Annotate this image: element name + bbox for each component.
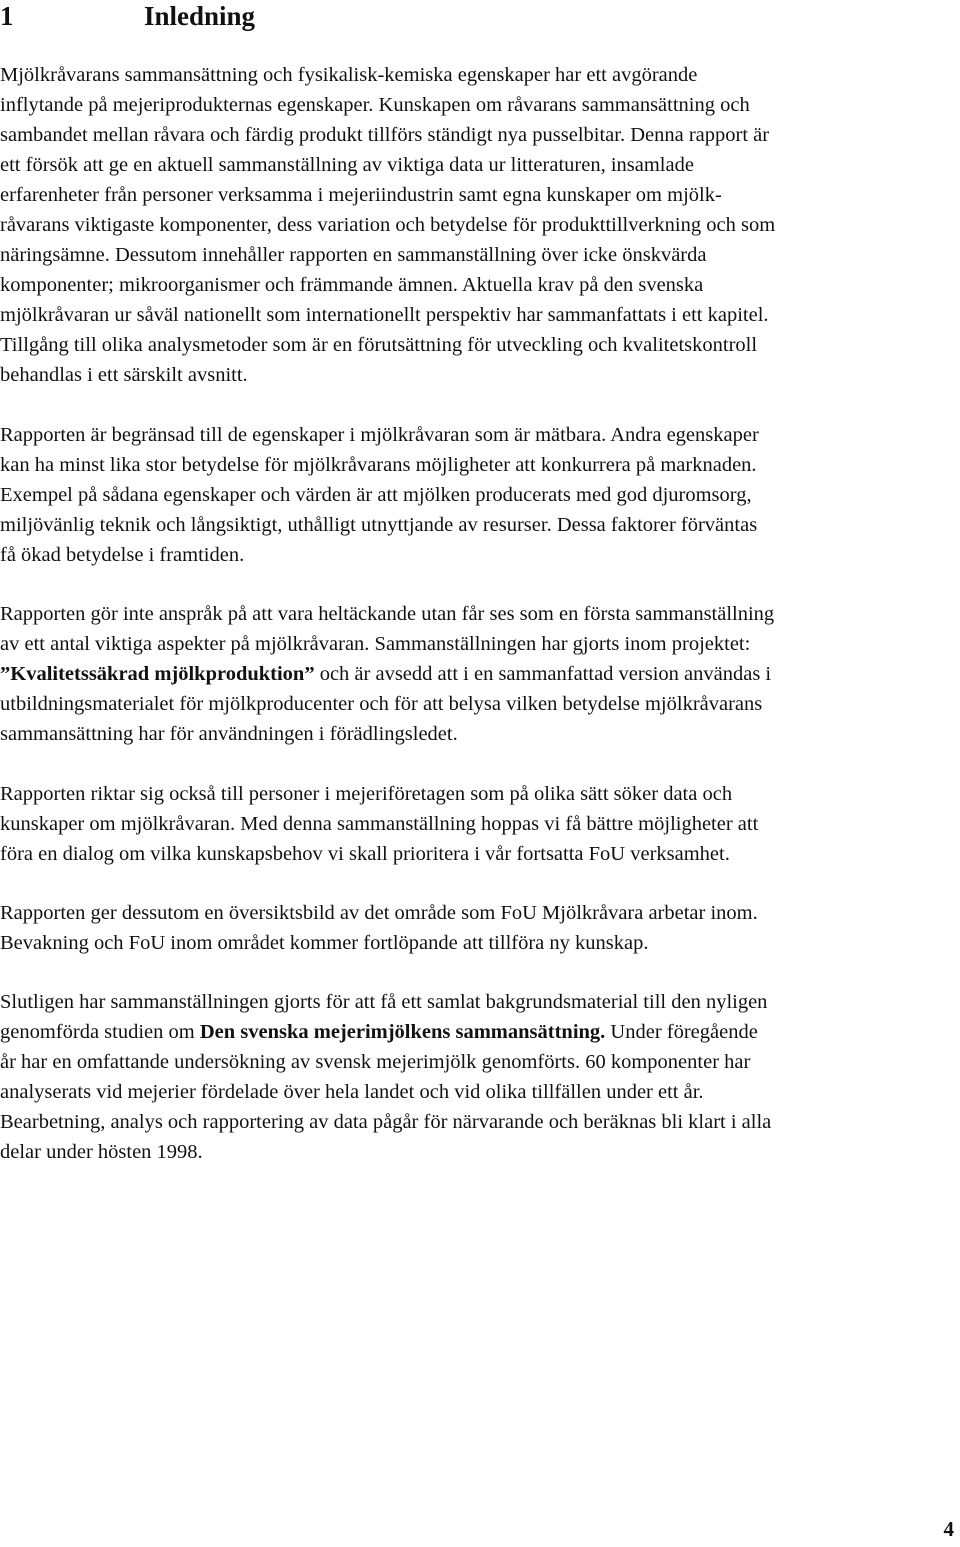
paragraph-6 <box>0 987 960 1167</box>
text-line: näringsämne. Dessutom innehåller rapporten en sammanställning över icke önskvärda <box>0 244 707 266</box>
text-line: ett försök att ge en aktuell sammanställning av viktiga data ur litteraturen, insamlade <box>0 154 694 176</box>
paragraph-3 <box>0 599 960 749</box>
text-line: Rapporten ger dessutom en översiktsbild av det område som FoU Mjölkråvara arbetar inom. <box>0 902 758 924</box>
text-line: komponenter; mikroorganismer och främmande ämnen. Aktuella krav på den svenska <box>0 274 704 296</box>
text-run: genomförda studien om <box>0 1021 200 1043</box>
text-line: Mjölkråvarans sammansättning och fysikalisk-kemiska egenskaper har ett avgörande <box>0 64 698 86</box>
text-line: år har en omfattande undersökning av svensk mejerimjölk genomförts. 60 komponenter har <box>0 1051 751 1073</box>
text-line: föra en dialog om vilka kunskapsbehov vi skall prioritera i vår fortsatta FoU verksamhet. <box>0 843 730 865</box>
text-line: Rapporten gör inte anspråk på att vara heltäckande utan får ses som en första sammanställning <box>0 603 775 625</box>
text-line: delar under hösten 1998. <box>0 1141 203 1163</box>
text-line: utbildningsmaterialet för mjölkproducenter och för att belysa vilken betydelse mjölkråvarans <box>0 693 763 715</box>
text-line: råvarans viktigaste komponenter, dess variation och betydelse för produkttillverkning och som <box>0 214 776 236</box>
chapter-heading <box>0 0 255 32</box>
text-line: Slutligen har sammanställningen gjorts för att få ett samlat bakgrundsmaterial till den nyligen <box>0 991 768 1013</box>
project-name: ”Kvalitetssäkrad mjölkproduktion” <box>0 663 315 685</box>
text-line: Bearbetning, analys och rapportering av data pågår för närvarande och beräknas bli klart i alla <box>0 1111 772 1133</box>
paragraph-1 <box>0 60 960 390</box>
text-line: Rapporten är begränsad till de egenskaper i mjölkråvaran som är mätbara. Andra egenskaper <box>0 424 759 446</box>
text-line: av ett antal viktiga aspekter på mjölkråvaran. Sammanställningen har gjorts inom projektet: <box>0 633 751 655</box>
chapter-number: 1 <box>0 1 14 31</box>
text-line: Tillgång till olika analysmetoder som är en förutsättning för utveckling och kvalitetskontroll <box>0 334 758 356</box>
text-line: sammansättning har för användningen i förädlingsledet. <box>0 723 458 745</box>
text-line: Exempel på sådana egenskaper och värden är att mjölken producerats med god djuromsorg, <box>0 484 752 506</box>
text-line: kan ha minst lika stor betydelse för mjölkråvarans möjligheter att konkurrera på marknaden. <box>0 454 757 476</box>
text-line: få ökad betydelse i framtiden. <box>0 544 245 566</box>
page-number: 4 <box>943 1517 954 1541</box>
text-line: inflytande på mejeriprodukternas egenskaper. Kunskapen om råvarans sammansättning och <box>0 94 750 116</box>
study-name: Den svenska mejerimjölkens sammansättning. <box>199 1021 606 1043</box>
text-line: erfarenheter från personer verksamma i mejeriindustrin samt egna kunskaper om mjölk- <box>0 184 722 206</box>
text-run: och är avsedd att i en sammanfattad version användas i <box>314 663 772 685</box>
paragraph-5 <box>0 898 960 958</box>
text-line: sambandet mellan råvara och färdig produkt tillförs ständigt nya pusselbitar. Denna rapport är <box>0 124 770 146</box>
text-line: analyserats vid mejerier fördelade över hela landet och vid olika tillfällen under ett år. <box>0 1081 704 1103</box>
text-line: kunskaper om mjölkråvaran. Med denna sammanställning hoppas vi få bättre möjligheter att <box>0 813 759 835</box>
text-line <box>0 1017 960 1047</box>
text-run: Under föregående <box>605 1021 758 1043</box>
text-line: Rapporten riktar sig också till personer i mejeriföretagen som på olika sätt söker data och <box>0 783 733 805</box>
text-line: behandlas i ett särskilt avsnitt. <box>0 364 248 386</box>
text-line: miljövänlig teknik och långsiktigt, uthålligt utnyttjande av resurser. Dessa faktorer förväntas <box>0 514 758 536</box>
paragraph-4 <box>0 779 960 869</box>
text-line: Bevakning och FoU inom området kommer fortlöpande att tillföra ny kunskap. <box>0 932 649 954</box>
text-line <box>0 659 960 689</box>
paragraph-2 <box>0 420 960 570</box>
text-line: mjölkråvaran ur såväl nationellt som internationellt perspektiv har sammanfattats i ett kapitel. <box>0 304 769 326</box>
chapter-title: Inledning <box>144 1 256 31</box>
